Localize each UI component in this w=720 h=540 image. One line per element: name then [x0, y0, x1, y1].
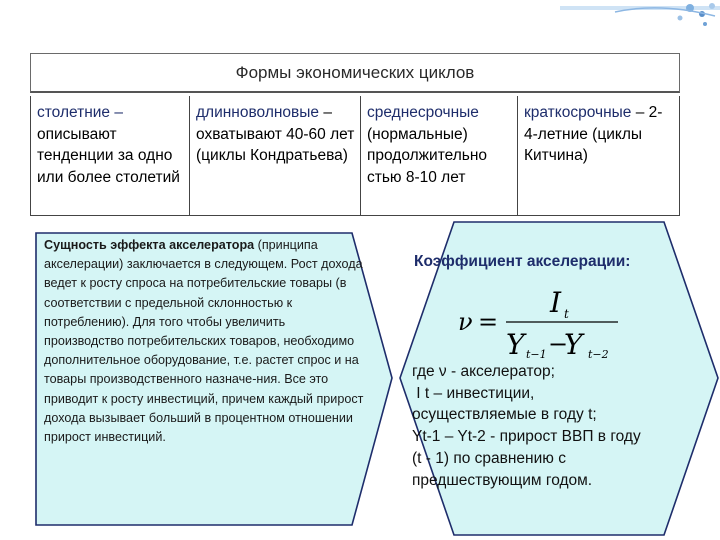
explanation-line: предшествующим годом. [412, 471, 593, 489]
explanation-line: где ν - акселератор; [412, 363, 555, 380]
formula-den-b-sub: t−2 [588, 348, 609, 361]
formula-den-minus: − [548, 330, 569, 358]
cycle-centennial [30, 96, 190, 216]
formula-numerator-sub: t [564, 307, 569, 321]
cycle-term: краткосрочные [524, 104, 632, 121]
cycle-desc: – охватывают 40-60 лет (циклы Кондратьева) [196, 104, 355, 164]
explanation-line: I t – инвестиции, [412, 384, 535, 402]
formula-den-b: Y [564, 328, 583, 361]
cycle-desc: описывают тенденции за одно или более столетий [37, 125, 180, 186]
formula-den-a-sub: t−1 [526, 348, 547, 361]
formula-equals: = [478, 308, 499, 336]
cycle-desc: (нормальные) продолжительно стью 8-10 лет [367, 125, 488, 186]
accelerator-formula [450, 282, 630, 362]
cycle-medium-term [361, 96, 518, 216]
accelerator-essence-lead: Сущность эффекта акселератора [44, 238, 255, 252]
explanation-line: (t - 1) по сравнению с [412, 449, 566, 467]
cycle-desc: – 2-4-летние (циклы Китчина) [524, 104, 663, 164]
formula-den-a: Y [506, 328, 525, 361]
cycles-title [30, 53, 680, 93]
explanation-line: Yt-1 – Yt-2 - прирост ВВП в году [412, 428, 641, 446]
formula-numerator: I [550, 286, 562, 319]
accelerator-essence-text [44, 236, 364, 447]
cycles-title-text: Формы экономических циклов [235, 62, 475, 82]
formula-explanation [412, 361, 708, 491]
cycle-term: длинноволновые [196, 104, 320, 121]
cycle-term: среднесрочные [367, 104, 479, 121]
accelerator-essence-body: (принципа акселерации) заключается в следующем. Рост дохода ведет к росту спроса на потребительские товары (в соответствии с предельной склонностью к потреблению). Для того чтобы увеличить производство потребительских товаров, необходимо дополнительное оборудование, т.е. растет спрос и на товары производственного назначе-ния. Все это приводит к росту инвестиций, причем каждый прирост дохода вызывает больший в процентном отношении прирост инвестиций. [44, 238, 364, 445]
cycles-table [30, 96, 680, 216]
cycle-long-wave [190, 96, 361, 216]
formula-lhs: ν [458, 308, 473, 336]
explanation-line: осуществляемые в году t; [412, 406, 597, 424]
cycle-short-term [518, 96, 680, 216]
cycle-term: столетние – [37, 104, 123, 121]
accelerator-coefficient-title: Коэффициент акселерации: [414, 253, 631, 270]
